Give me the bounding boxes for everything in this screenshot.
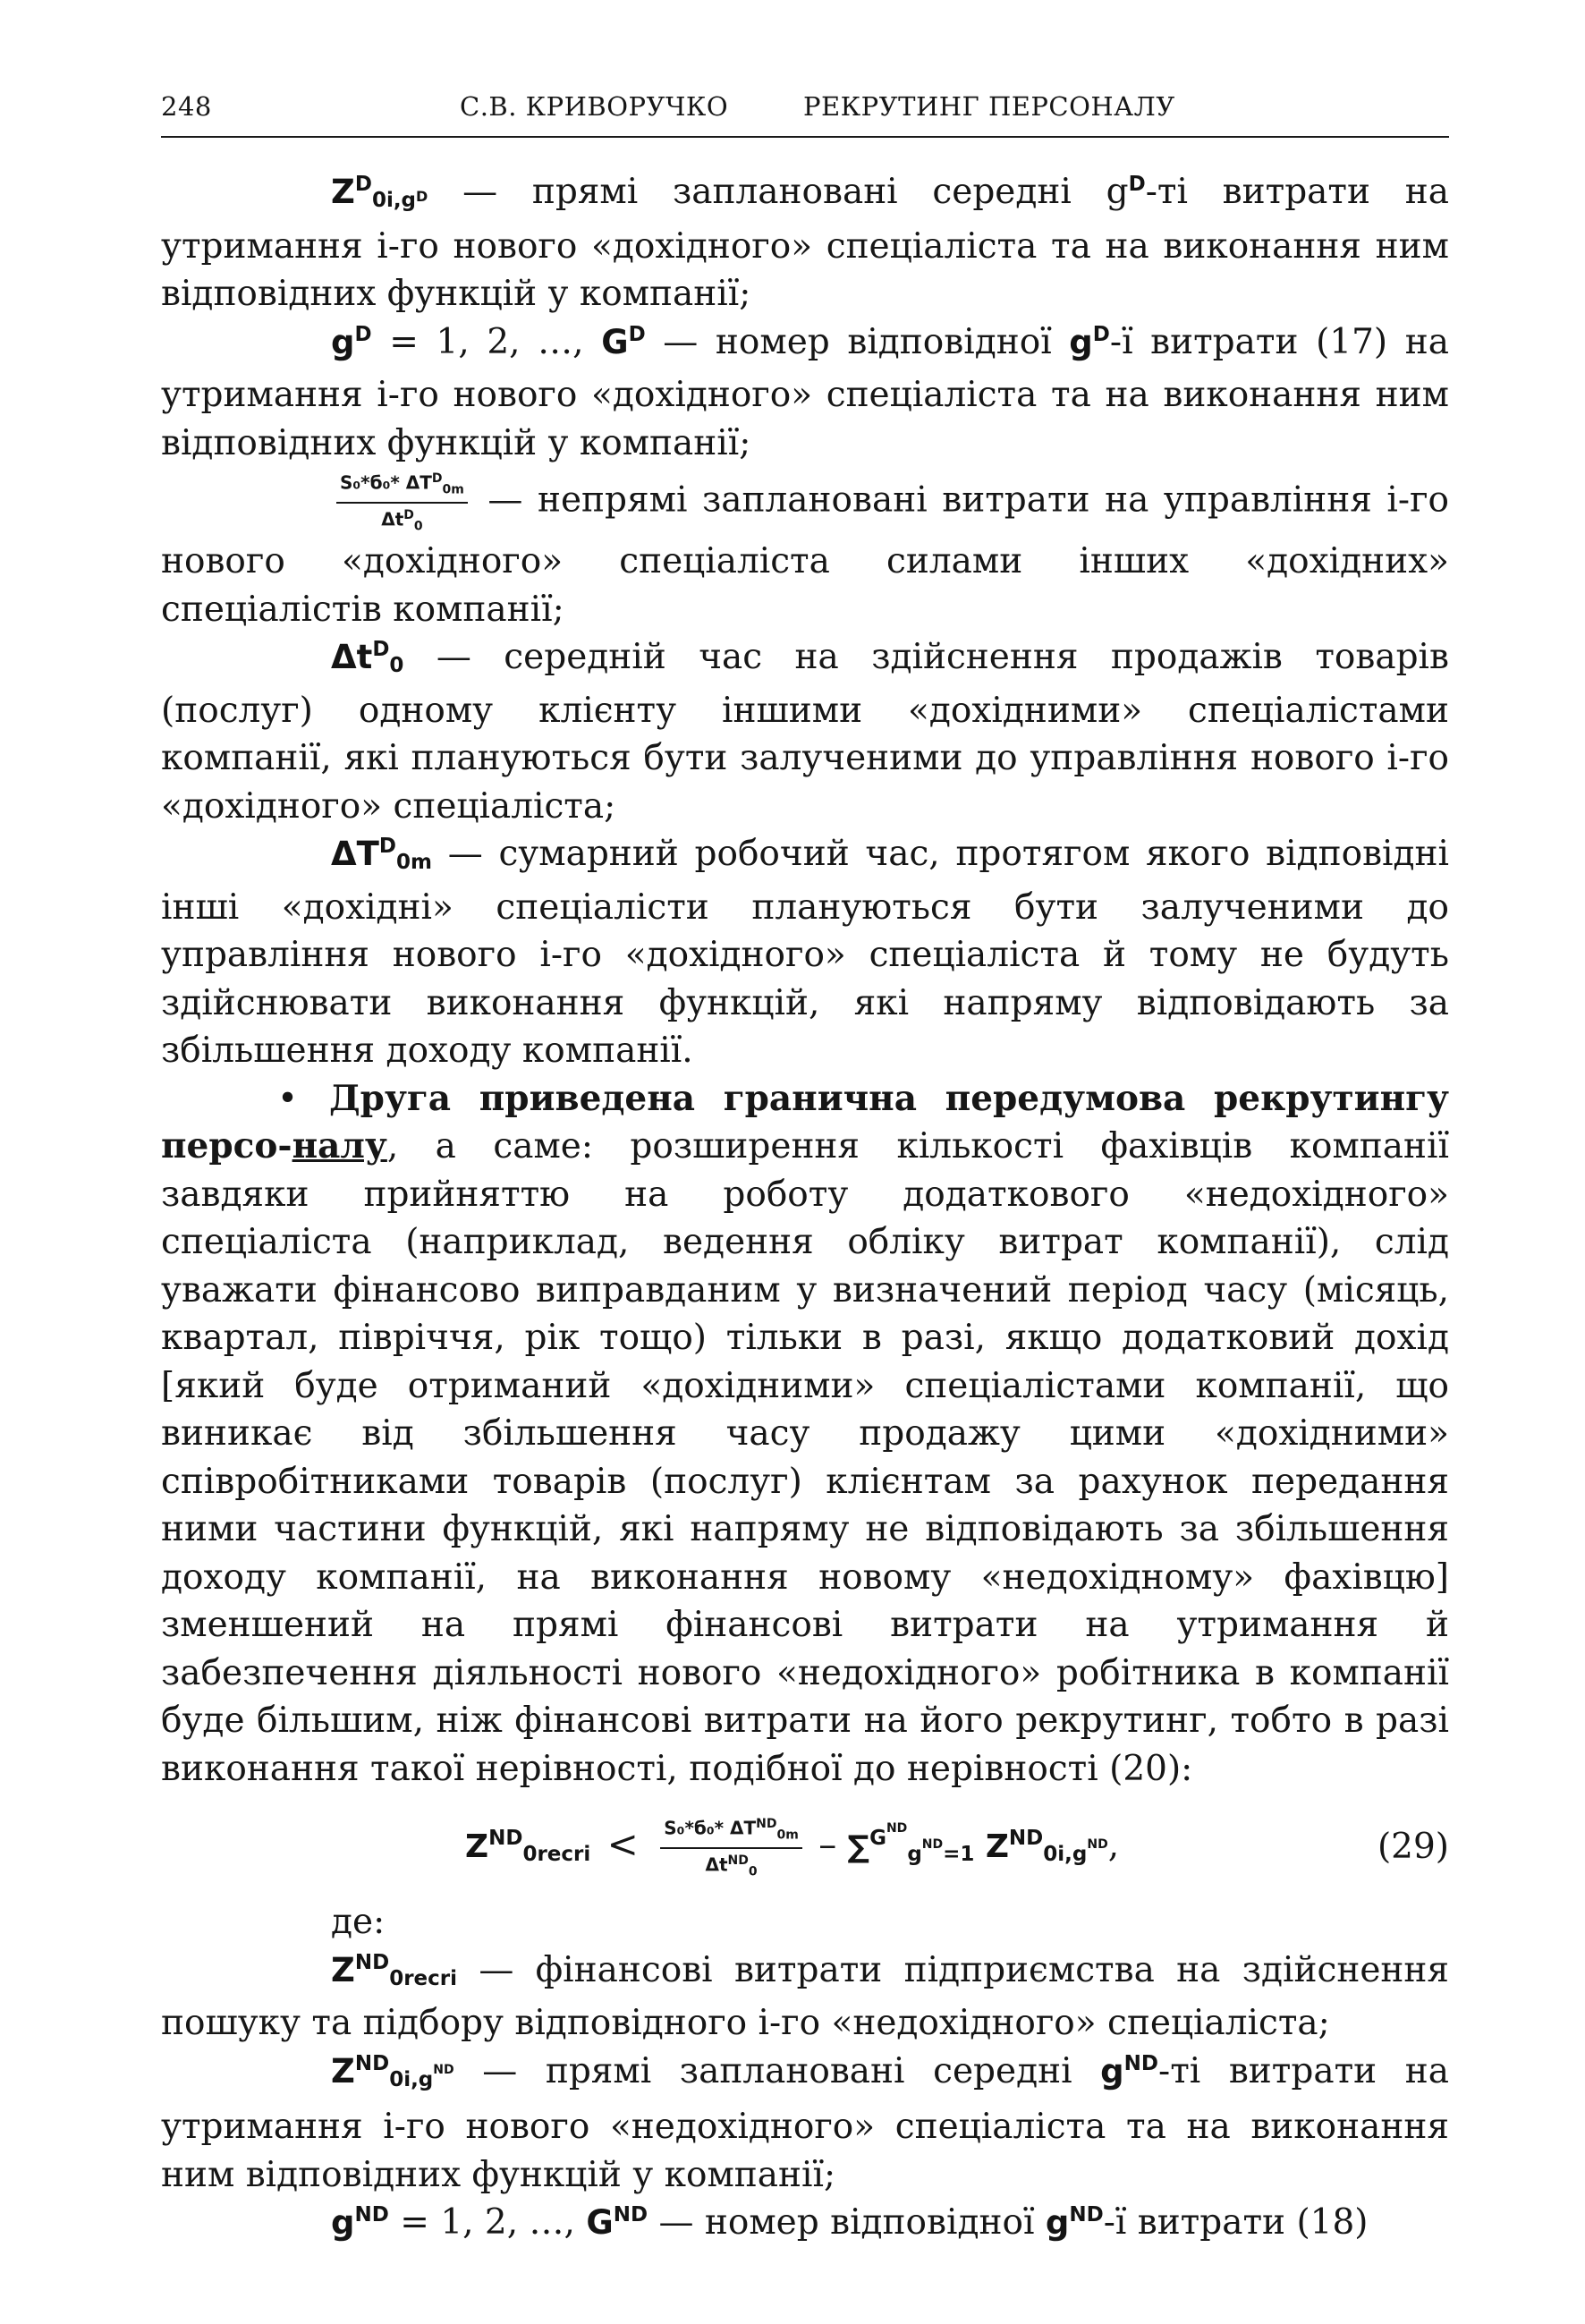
definition-gd-index: $g^D = 1$, 2, …, $G^D$ — номер відповідної $g^D-ї$ витрати (17) на утримання і-го нового «дохідного» спеціаліста та на виконання ним відповідних функцій у компанії; — [161, 321, 1449, 463]
definition-indirect-costs: $\frac{S_0*б_0* \Delta T^D_{0m}}{\Delta t^D_0}$ — непрямі заплановані витрати на управління і-го нового «дохідного» спеціаліста силами інших «дохідних» спеціалістів компанії; — [161, 467, 1449, 633]
symbol-delta-T0m: $\Delta T^D_{0m}$ — [331, 835, 432, 875]
definition-delta-T0m: $\Delta T^D_{0m}$ — сумарний робочий час, протягом якого відповідні інші «дохідні» спеціалісти плануються бути залученими до управління нового і-го «дохідного» спеціаліста й тому не будуть здійснювати виконання функцій, які напряму відповідають за збільшення доходу компанії. — [161, 834, 1449, 1072]
symbol-z0i-gd: $Z^D_{0i,g^D}$ — [331, 173, 428, 212]
page-number: 248 — [161, 91, 212, 122]
book-page — [161, 86, 1449, 2252]
book-title: РЕКРУТИНГ ПЕРСОНАЛУ — [803, 91, 1175, 122]
symbol-gnd: $g^{ND}$ — [331, 2203, 389, 2243]
symbol-z0recri: $Z^{ND}_{0recri}$ — [331, 1950, 457, 1990]
definition-z0recri: $Z^{ND}_{0recri}$ — фінансові витрати підприємства на здійснення пошуку та підбору відповідного і-го «недохідного» спеціаліста; — [161, 1949, 1449, 2044]
symbol-gd: $g^D$ — [331, 322, 372, 361]
formula-29 — [161, 1800, 1449, 1898]
bullet-second-precondition: • Друга приведена гранична передумова рекрутингу персо-налу, а саме: розширення кількості фахівців компанії завдяки прийняттю на роботу додаткового «недохідного» спеціаліста (наприклад, ведення обліку витрат компанії), слід уважати фінансово виправданим у визначений період часу (місяць, квартал, півріччя, рік тощо) тільки в разі, якщо додатковий дохід [який буде отриманий «дохідними» спеціалістами компанії, що виникає від збільшення часу продажу цими «дохідними» співробітниками товарів (послуг) клієнтам за рахунок передання ними частини функцій, які напряму не відповідають за збільшення доходу компанії, на виконання новому «недохідному» фахівцю] зменшений на прямі фінансові витрати на утримання й забезпечення діяльності нового «недохідного» робітника в компанії буде більшим, ніж фінансові витрати на його рекрутинг, тобто в разі виконання такої нерівності, подібної до нерівності (20): — [161, 1077, 1449, 1789]
definition-delta-t0: $\Delta t^D_0$ — середній час на здійснення продажів товарів (послуг) одному клієнту іншими «дохідними» спеціалістами компанії, які плануються бути залученими до управління нового і-го «дохідного» спеціаліста; — [161, 637, 1449, 827]
bullet-lead: Друга приведена гранична передумова рекрутингу персо-налу — [161, 1077, 1449, 1167]
running-header — [161, 86, 1449, 138]
definition-z0i-gd: $Z^D_{0i,g^D}$ — прямі заплановані середні $g^D-ті$ витрати на утримання і-го нового «дохідного» спеціаліста та на виконання ним відповідних функцій у компанії; — [161, 172, 1449, 314]
author-name: С.В. КРИВОРУЧКО — [460, 91, 729, 122]
indirect-cost-fraction: $\frac{S_0*б_0* \Delta T^D_{0m}}{\Delta t^D_0}$ — [336, 467, 468, 538]
formula-expression: $Z^{ND}_{0recri}$ < $\frac{S_0*б_0* \Delta T^{ND}_{0m}}{\Delta t^{ND}_0}$ – ∑$^{G^{ND}}_{g^{ND}=1}$ $Z^{ND}_{0i,g^{ND}}$, — [465, 1812, 1119, 1883]
symbol-z0i-gnd: $Z^{ND}_{0i,g^{ND}}$ — [331, 2051, 454, 2091]
definition-z0i-gnd: $Z^{ND}_{0i,g^{ND}}$ — прямі заплановані середні $g^{ND}-ті$ витрати на утримання і-го нового «недохідного» спеціаліста та на виконання ним відповідних функцій у компанії; — [161, 2050, 1450, 2195]
definition-gnd-index: $g^{ND} = 1$, 2, …, $G^{ND}$ — номер відповідної $g^{ND}-ї$ витрати (18) — [331, 2202, 1369, 2243]
formula-number: (29) — [1377, 1827, 1449, 1868]
body-text — [161, 168, 1449, 2252]
symbol-delta-t0: $\Delta t^D_0$ — [331, 638, 404, 678]
where-label: де: — [331, 1902, 386, 1943]
